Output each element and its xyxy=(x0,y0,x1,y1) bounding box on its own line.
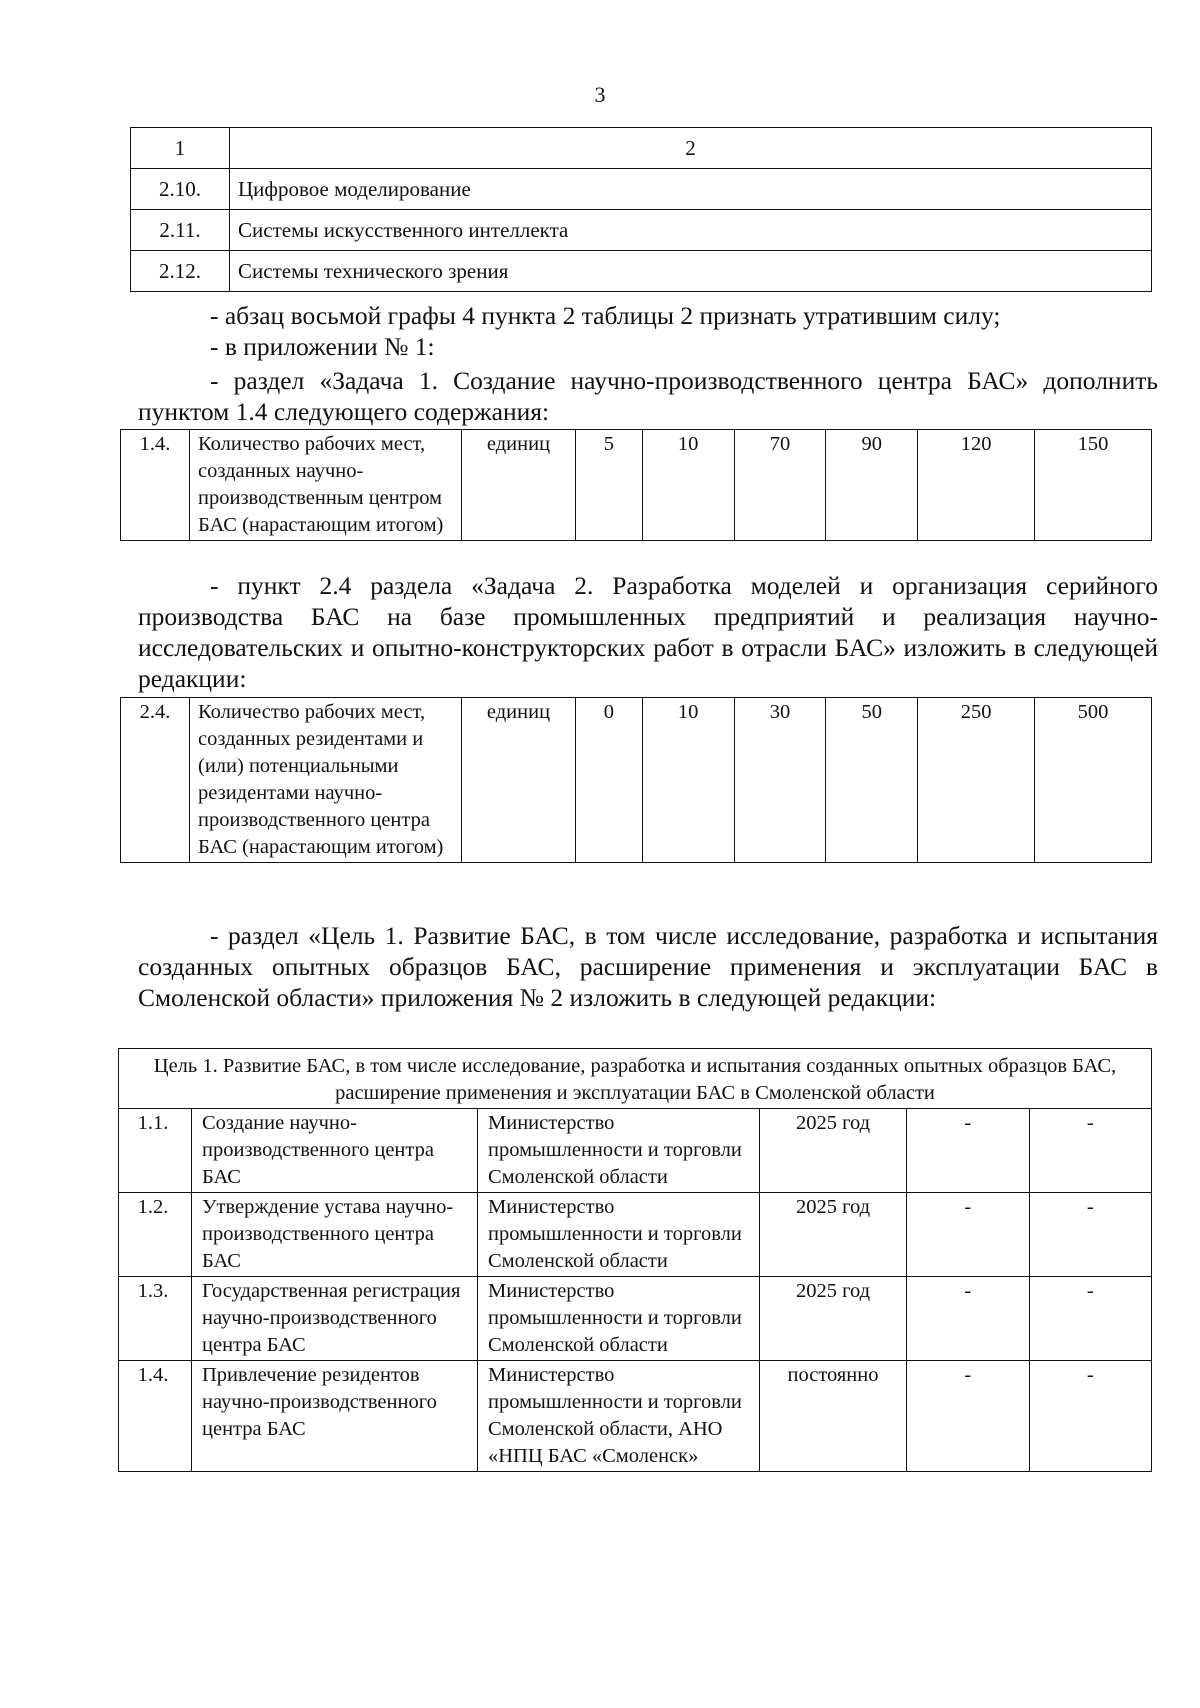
table-row xyxy=(131,251,1152,292)
row-number: 1.4. xyxy=(121,430,190,541)
table-row xyxy=(119,1277,1152,1361)
paragraph-3: - раздел «Задача 1. Создание научно-производственного центра БАС» дополнить пунктом 1.4 следующего содержания: xyxy=(138,366,1158,426)
indicator-value: 120 xyxy=(918,430,1035,541)
table-row xyxy=(119,1193,1152,1277)
header-cell: 2 xyxy=(230,128,1152,169)
indicator-unit: единиц xyxy=(462,430,576,541)
indicator-value: 30 xyxy=(734,698,826,863)
table-row xyxy=(121,430,1152,541)
activity-name: Привлечение резидентов научно-производственного центра БАС xyxy=(192,1361,478,1472)
indicator-value: 70 xyxy=(734,430,826,541)
table-row xyxy=(119,1109,1152,1193)
responsible: Министерство промышленности и торговли Смоленской области xyxy=(478,1109,760,1193)
indicator-value: 5 xyxy=(576,430,643,541)
paragraph-1: - абзац восьмой графы 4 пункта 2 таблицы 2 признать утратившим силу; xyxy=(210,301,1001,330)
indicator-name: Количество рабочих мест, созданных научно-производственным центром БАС (нарастающим итогом) xyxy=(190,430,462,541)
responsible: Министерство промышленности и торговли Смоленской области, АНО «НПЦ БАС «Смоленск» xyxy=(478,1361,760,1472)
paragraph-2: - в приложении № 1: xyxy=(210,332,435,361)
term: 2025 год xyxy=(760,1109,907,1193)
row-number: 2.10. xyxy=(131,169,230,210)
activity-name: Утверждение устава научно-производственного центра БАС xyxy=(192,1193,478,1277)
goal-header-row xyxy=(119,1049,1152,1109)
indicator-value: 0 xyxy=(576,698,643,863)
indicator-unit: единиц xyxy=(462,698,576,863)
row-text: Цифровое моделирование xyxy=(230,169,1152,210)
indicator-value: 10 xyxy=(642,430,734,541)
responsible: Министерство промышленности и торговли Смоленской области xyxy=(478,1277,760,1361)
responsible: Министерство промышленности и торговли Смоленской области xyxy=(478,1193,760,1277)
table-row xyxy=(121,698,1152,863)
table-row xyxy=(131,210,1152,251)
indicator-name: Количество рабочих мест, созданных резидентами и (или) потенциальными резидентами научно-производственного центра БАС (нарастающим итогом) xyxy=(190,698,462,863)
table-row xyxy=(119,1361,1152,1472)
goal-activities-table xyxy=(118,1048,1152,1472)
term: постоянно xyxy=(760,1361,907,1472)
dash-cell: - xyxy=(907,1193,1030,1277)
activity-name: Создание научно-производственного центра БАС xyxy=(192,1109,478,1193)
page-number: 3 xyxy=(594,82,606,107)
row-text: Системы технического зрения xyxy=(230,251,1152,292)
table-row xyxy=(131,169,1152,210)
header-cell: 1 xyxy=(131,128,230,169)
paragraph-4: - пункт 2.4 раздела «Задача 2. Разработка моделей и организация серийного производства БАС на базе промышленных предприятий и реализация научно-исследовательских и опытно-конструкторских работ в отрасли БАС» изложить в следующей редакции: xyxy=(138,571,1158,693)
indicator-value: 250 xyxy=(918,698,1035,863)
row-number: 2.4. xyxy=(121,698,190,863)
term: 2025 год xyxy=(760,1277,907,1361)
indicator-value: 50 xyxy=(826,698,918,863)
dash-cell: - xyxy=(1029,1109,1152,1193)
dash-cell: - xyxy=(907,1109,1030,1193)
indicator-table-2-4 xyxy=(120,697,1152,863)
dash-cell: - xyxy=(1029,1277,1152,1361)
goal-title: Цель 1. Развитие БАС, в том числе исследование, разработка и испытания созданных опытных образцов БАС, расширение применения и эксплуатации БАС в Смоленской области xyxy=(119,1049,1152,1109)
technology-table xyxy=(130,127,1152,292)
row-number: 1.2. xyxy=(119,1193,192,1277)
dash-cell: - xyxy=(907,1277,1030,1361)
row-number: 1.4. xyxy=(119,1361,192,1472)
row-text: Системы искусственного интеллекта xyxy=(230,210,1152,251)
table-header-row xyxy=(131,128,1152,169)
row-number: 1.3. xyxy=(119,1277,192,1361)
indicator-value: 10 xyxy=(642,698,734,863)
dash-cell: - xyxy=(1029,1193,1152,1277)
activity-name: Государственная регистрация научно-производственного центра БАС xyxy=(192,1277,478,1361)
row-number: 1.1. xyxy=(119,1109,192,1193)
row-number: 2.11. xyxy=(131,210,230,251)
indicator-value: 90 xyxy=(826,430,918,541)
dash-cell: - xyxy=(1029,1361,1152,1472)
indicator-value: 500 xyxy=(1035,698,1152,863)
indicator-value: 150 xyxy=(1035,430,1152,541)
paragraph-5: - раздел «Цель 1. Развитие БАС, в том числе исследование, разработка и испытания созданных опытных образцов БАС, расширение применения и эксплуатации БАС в Смоленской области» приложения № 2 изложить в следующей редакции: xyxy=(138,921,1158,1012)
row-number: 2.12. xyxy=(131,251,230,292)
indicator-table-1-4 xyxy=(120,429,1152,541)
dash-cell: - xyxy=(907,1361,1030,1472)
term: 2025 год xyxy=(760,1193,907,1277)
